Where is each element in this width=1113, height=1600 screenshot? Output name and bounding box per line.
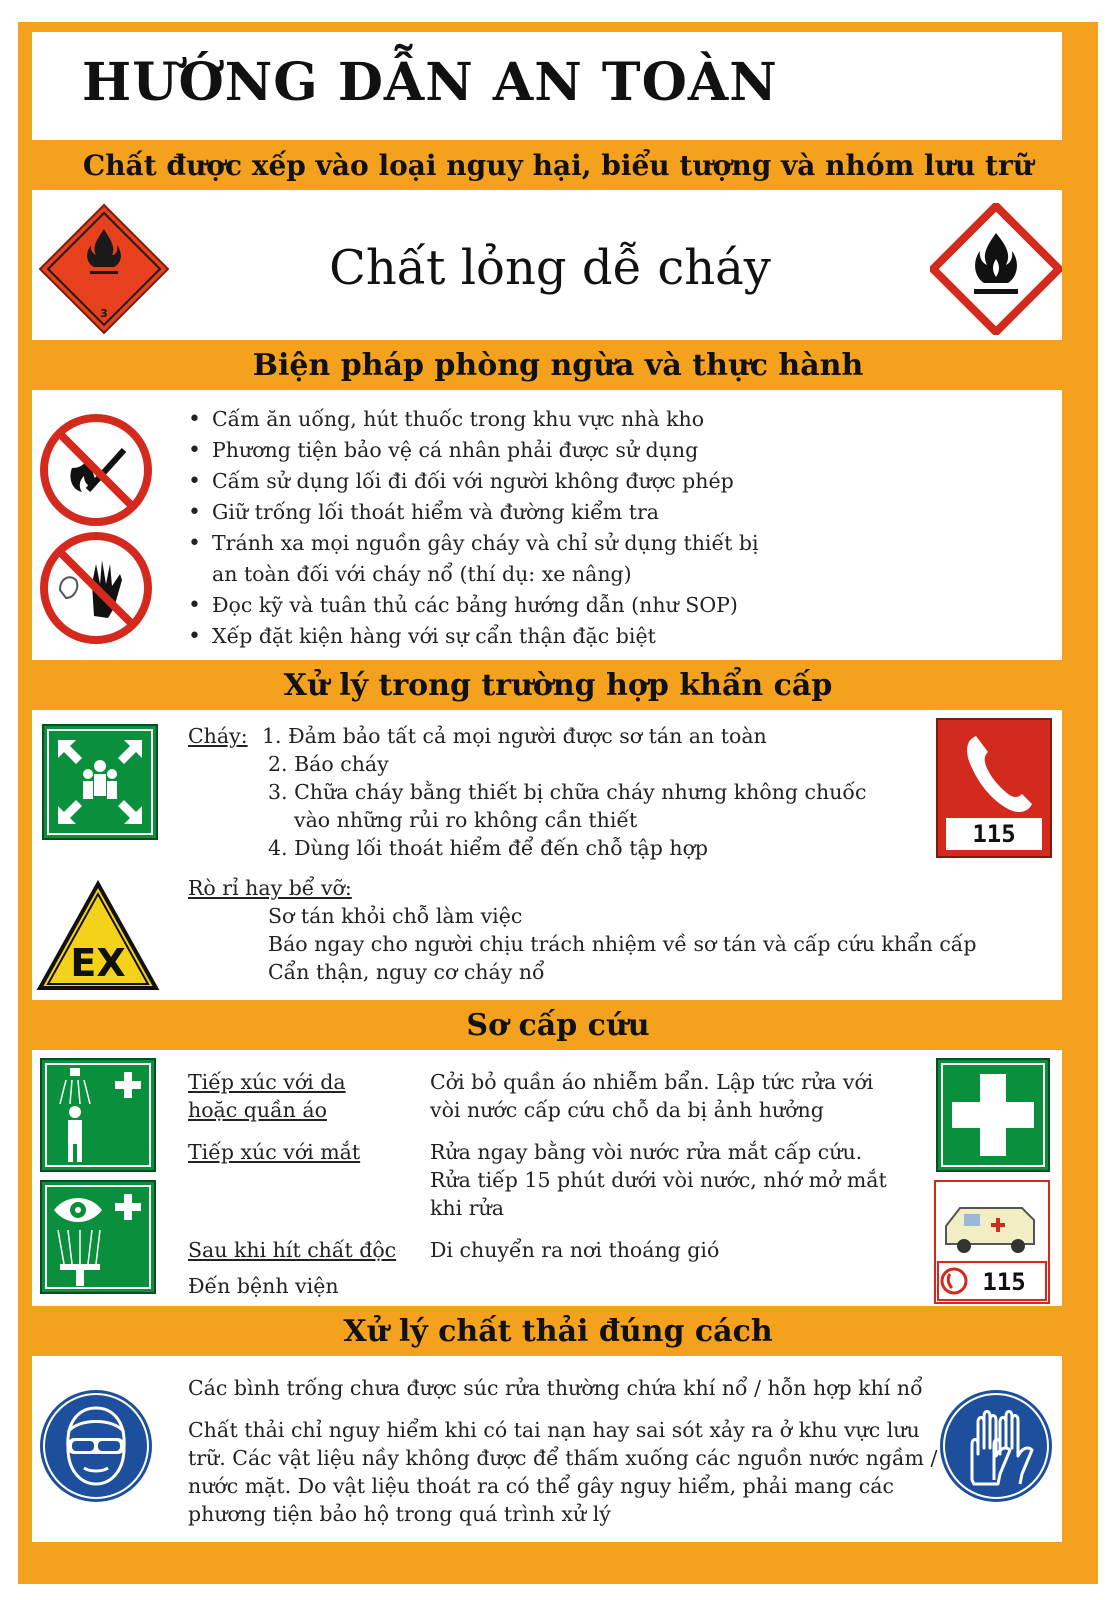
inhalation-text: Di chuyển ra nơi thoáng gió xyxy=(430,1238,720,1262)
list-item: • Giữ trống lối thoát hiểm và đường kiểm tra xyxy=(188,497,759,528)
disposal-para-line-1: Chất thải chỉ nguy hiểm khi có tai nạn hay sai sót xảy ra ở khu vực lưu xyxy=(188,1418,920,1442)
fire-phone-number: 115 xyxy=(972,820,1016,848)
disposal-para-line-3: nước mặt. Do vật liệu thoát ra có thể gây nguy hiểm, phải mang các xyxy=(188,1474,894,1498)
leak-label: Rò rỉ hay bể vỡ: xyxy=(188,876,352,900)
prevention-list xyxy=(188,404,759,652)
list-item: • Cấm sử dụng lối đi đối với người không được phép xyxy=(188,466,759,497)
hospital-text: Đến bệnh viện xyxy=(188,1274,339,1298)
disposal-para-line-4: phương tiện bảo hộ trong quá trình xử lý xyxy=(188,1502,611,1526)
eye-contact-text-2: Rửa tiếp 15 phút dưới vòi nước, nhớ mở mắt xyxy=(430,1168,887,1192)
list-item xyxy=(188,528,759,590)
flammable-transport-label-icon xyxy=(38,203,170,335)
fire-emergency-phone-icon xyxy=(936,718,1052,858)
page-title: HƯỚNG DẪN AN TOÀN xyxy=(82,52,778,113)
list-item: • Cấm ăn uống, hút thuốc trong khu vực nhà kho xyxy=(188,404,759,435)
disposal-heading: Xử lý chất thải đúng cách xyxy=(343,1313,773,1349)
hazard-name: Chất lỏng dễ cháy xyxy=(329,240,771,296)
eye-protection-icon xyxy=(38,1388,154,1504)
list-item: • Xếp đặt kiện hàng với sự cẩn thận đặc biệt xyxy=(188,621,759,652)
classification-heading: Chất được xếp vào loại nguy hại, biểu tượng và nhóm lưu trữ xyxy=(82,148,1034,182)
eye-contact-label: Tiếp xúc với mắt xyxy=(188,1140,361,1164)
ambulance-phone-number: 115 xyxy=(982,1268,1026,1296)
list-item-continuation: an toàn đối với cháy nổ (thí dụ: xe nâng) xyxy=(212,562,632,586)
ambulance-phone-icon xyxy=(934,1180,1050,1304)
fire-step-3: 3. Chữa cháy bằng thiết bị chữa cháy nhưng không chuốc xyxy=(268,780,867,804)
fire-step-1: 1. Đảm bảo tất cả mọi người được sơ tán an toàn xyxy=(262,724,767,748)
leak-step-2: Báo ngay cho người chịu trách nhiệm về sơ tán và cấp cứu khẩn cấp xyxy=(268,932,977,956)
list-item: • Đọc kỹ và tuân thủ các bảng hướng dẫn (như SOP) xyxy=(188,590,759,621)
skin-contact-label-2: hoặc quần áo xyxy=(188,1098,327,1122)
fire-step-4: 4. Dùng lối thoát hiểm để đến chỗ tập hợp xyxy=(268,836,709,860)
no-eating-drinking-icon xyxy=(38,530,154,646)
fire-step-3-cont: vào những rủi ro không cần thiết xyxy=(294,808,638,832)
hazard-class-number: 3 xyxy=(100,307,108,320)
eye-contact-text-1: Rửa ngay bằng vòi nước rửa mắt cấp cứu. xyxy=(430,1140,863,1164)
safety-shower-icon xyxy=(40,1058,156,1172)
no-smoking-icon xyxy=(38,412,154,528)
ghs-flammable-icon xyxy=(930,203,1062,335)
assembly-point-icon xyxy=(42,724,158,840)
skin-contact-text-1: Cởi bỏ quần áo nhiễm bẩn. Lập tức rửa với xyxy=(430,1070,874,1094)
emergency-heading: Xử lý trong trường hợp khẩn cấp xyxy=(283,667,833,703)
leak-step-1: Sơ tán khỏi chỗ làm việc xyxy=(268,904,523,928)
eye-contact-text-3: khi rửa xyxy=(430,1196,504,1220)
ex-label: EX xyxy=(70,941,126,985)
skin-contact-text-2: vòi nước cấp cứu chỗ da bị ảnh hưởng xyxy=(430,1098,824,1122)
list-item: • Phương tiện bảo vệ cá nhân phải được sử dụng xyxy=(188,435,759,466)
fire-step-2: 2. Báo cháy xyxy=(268,752,389,776)
prevention-heading: Biện pháp phòng ngừa và thực hành xyxy=(252,347,864,383)
skin-contact-label-1: Tiếp xúc với da xyxy=(188,1070,346,1094)
protective-gloves-icon xyxy=(938,1388,1054,1504)
explosive-atmosphere-icon xyxy=(36,880,160,992)
eye-wash-icon xyxy=(40,1180,156,1294)
first-aid-cross-icon xyxy=(936,1058,1050,1172)
list-item-text: Tránh xa mọi nguồn gây cháy và chỉ sử dụng thiết bị xyxy=(212,531,759,555)
disposal-line-1: Các bình trống chưa được súc rửa thường chứa khí nổ / hỗn hợp khí nổ xyxy=(188,1376,923,1400)
disposal-para-line-2: trữ. Các vật liệu nầy không được để thấm xuống các nguồn nước ngầm / xyxy=(188,1446,938,1470)
leak-step-3: Cẩn thận, nguy cơ cháy nổ xyxy=(268,960,545,984)
fire-label: Cháy: xyxy=(188,724,248,748)
first-aid-heading: Sơ cấp cứu xyxy=(466,1007,650,1043)
inhalation-label: Sau khi hít chất độc xyxy=(188,1238,397,1262)
